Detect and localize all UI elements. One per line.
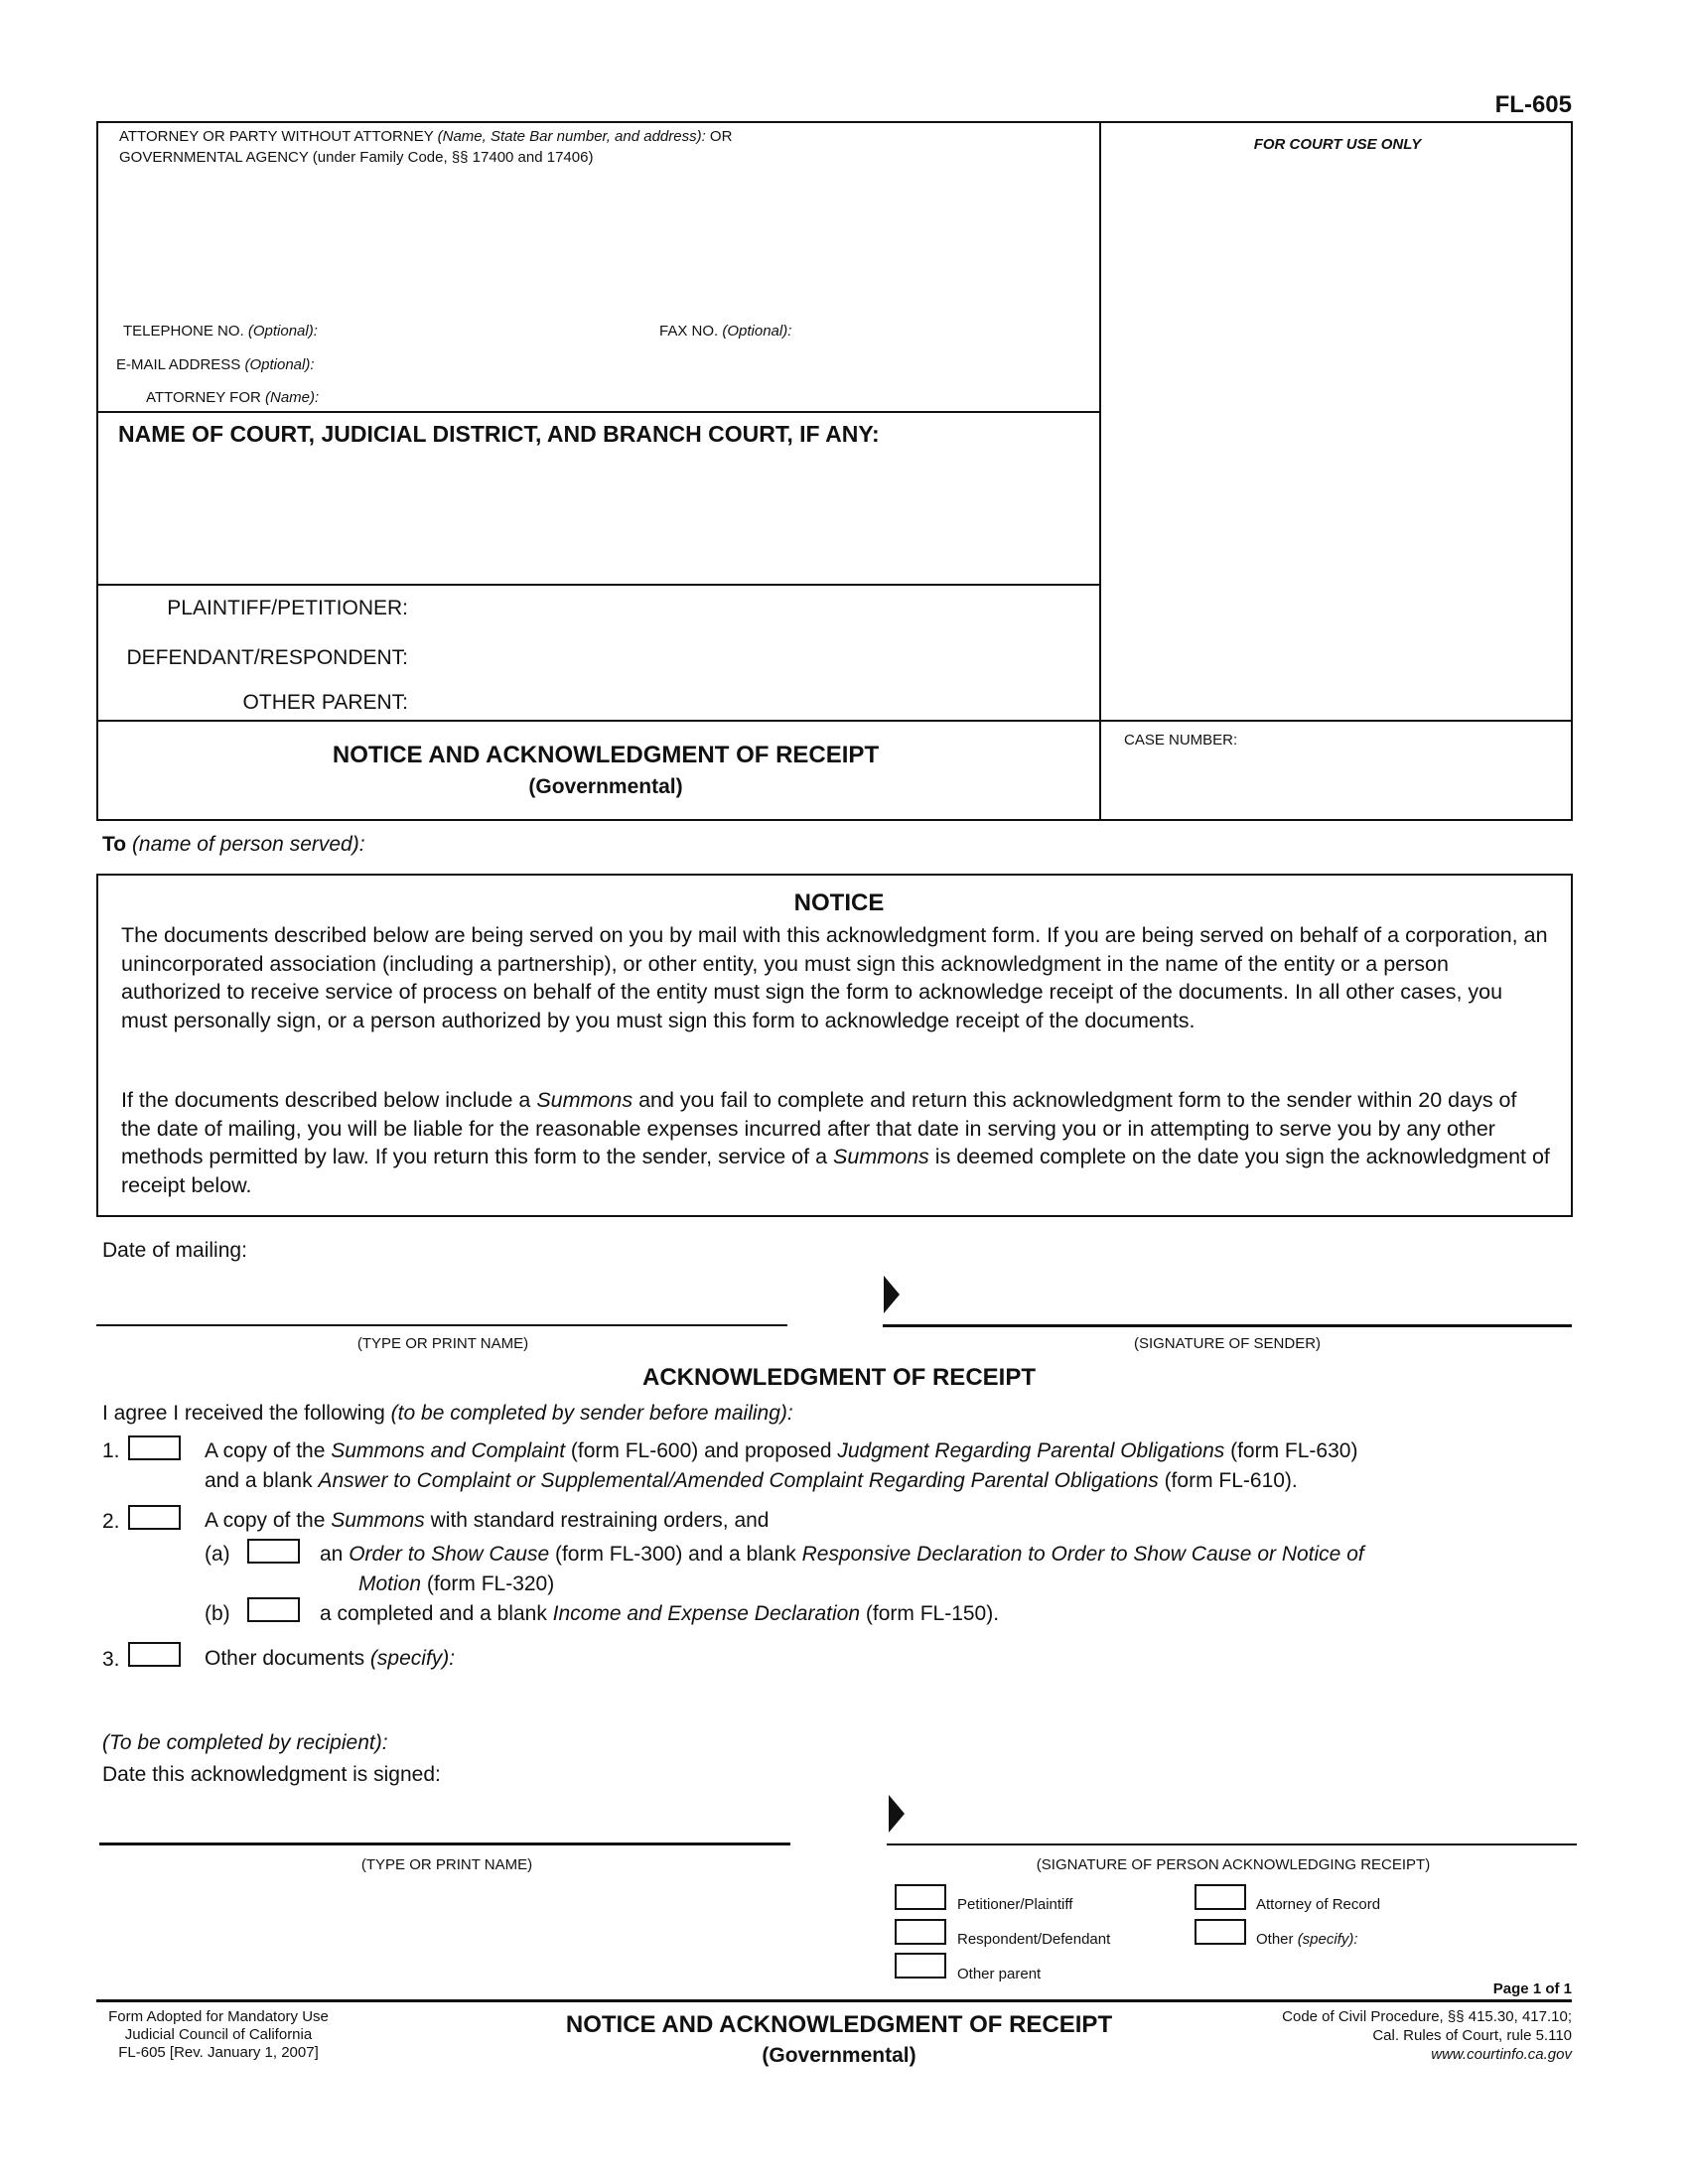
court-name-label: NAME OF COURT, JUDICIAL DISTRICT, AND BRANCH COURT, IF ANY: — [118, 421, 880, 447]
respondent-checkbox[interactable] — [895, 1919, 946, 1945]
petitioner-checkbox[interactable] — [895, 1884, 946, 1910]
footer-right-line: Cal. Rules of Court, rule 5.110 — [1372, 2027, 1572, 2044]
caption-box — [96, 121, 1573, 821]
recipient-note: (To be completed by recipient): — [102, 1731, 388, 1754]
sender-signature-caption: (SIGNATURE OF SENDER) — [1133, 1335, 1322, 1352]
item-2a-text: an Order to Show Cause (form FL-300) and a blank Responsive Declaration to Order to Show Cause or Notice of — [320, 1543, 1364, 1566]
item-2b-checkbox[interactable] — [247, 1597, 300, 1622]
item-1-number: 1. — [102, 1439, 120, 1462]
telephone-field[interactable]: TELEPHONE NO. (Optional): — [123, 323, 318, 340]
recipient-name-line[interactable] — [99, 1843, 790, 1845]
other-parent-checkbox[interactable] — [895, 1953, 946, 1979]
other-role-checkbox[interactable] — [1195, 1919, 1246, 1945]
attorney-label: Attorney of Record — [1256, 1896, 1381, 1913]
divider — [96, 720, 1572, 722]
defendant-label: DEFENDANT/RESPONDENT: — [126, 646, 408, 669]
signature-arrow-icon — [884, 1276, 900, 1313]
item-2a-text-line-2: Motion (form FL-320) — [358, 1572, 555, 1595]
item-3-text: Other documents (specify): — [205, 1647, 456, 1670]
divider — [1099, 121, 1101, 820]
item-2b-label: (b) — [205, 1602, 230, 1625]
item-2a-checkbox[interactable] — [247, 1539, 300, 1564]
footer-left-line: Judicial Council of California — [124, 2026, 313, 2043]
footer-left-line: FL-605 [Rev. January 1, 2007] — [118, 2044, 319, 2061]
divider — [96, 411, 1100, 413]
attorney-checkbox[interactable] — [1195, 1884, 1246, 1910]
sender-signature-line[interactable] — [883, 1324, 1572, 1327]
footer-subtitle: (Governmental) — [762, 2044, 916, 2067]
date-of-mailing-label: Date of mailing: — [102, 1239, 247, 1262]
to-label: To (name of person served): — [102, 833, 365, 856]
respondent-label: Respondent/Defendant — [957, 1931, 1111, 1948]
notice-heading: NOTICE — [793, 889, 885, 916]
other-parent-role-label: Other parent — [957, 1966, 1042, 1982]
item-3-checkbox[interactable] — [128, 1642, 181, 1667]
item-1-checkbox[interactable] — [128, 1435, 181, 1460]
item-2-checkbox[interactable] — [128, 1505, 181, 1530]
form-subtitle: (Governmental) — [528, 775, 683, 798]
notice-paragraph-1: The documents described below are being served on you by mail with this acknowledgment form. If you are being served on behalf of a corporation, an unincorporated association (including a partnership), or other entity, you must sign this acknowledgment in the name of the entity or a person authorized to receive service of process on behalf of the entity must sign the form to acknowledge receipt of the documents. In all other cases, you must personally sign, or a person authorized by you must sign this form to acknowledge receipt of the documents. — [121, 923, 1548, 1032]
petitioner-label: Petitioner/Plaintiff — [957, 1896, 1073, 1913]
footer-left-line: Form Adopted for Mandatory Use — [108, 2008, 329, 2025]
item-2-number: 2. — [102, 1510, 120, 1533]
item-2b-text: a completed and a blank Income and Expense Declaration (form FL-150). — [320, 1602, 1000, 1625]
date-signed-label: Date this acknowledgment is signed: — [102, 1763, 441, 1786]
other-role-label: Other (specify): — [1256, 1931, 1358, 1948]
sender-name-line[interactable] — [96, 1324, 787, 1326]
notice-paragraph-2: If the documents described below include a Summons and you fail to complete and return this acknowledgment form to the sender within 20 days of the date of mailing, you will be liable for the reasonable expenses incurred after that date in serving you or in attempting to serve you by any other methods permitted by law. If you return this form to the sender, service of a Summons is deemed complete on the date you sign the acknowledgment of receipt below. — [121, 1088, 1550, 1197]
ack-heading: ACKNOWLEDGMENT OF RECEIPT — [642, 1364, 1036, 1391]
agency-label: GOVERNMENTAL AGENCY (under Family Code, §§ 17400 and 17406) — [119, 149, 594, 166]
court-use-label: FOR COURT USE ONLY — [1253, 136, 1422, 153]
plaintiff-label: PLAINTIFF/PETITIONER: — [167, 597, 408, 619]
recipient-name-caption: (TYPE OR PRINT NAME) — [360, 1856, 533, 1873]
form-title: NOTICE AND ACKNOWLEDGMENT OF RECEIPT — [332, 742, 880, 768]
item-2a-label: (a) — [205, 1543, 230, 1566]
form-number: FL-605 — [1494, 91, 1572, 118]
divider — [96, 584, 1100, 586]
footer-title: NOTICE AND ACKNOWLEDGMENT OF RECEIPT — [565, 2011, 1113, 2038]
attorney-for-field[interactable]: ATTORNEY FOR (Name): — [146, 389, 320, 406]
page-number: Page 1 of 1 — [1492, 1980, 1572, 1997]
email-field[interactable]: E-MAIL ADDRESS (Optional): — [116, 356, 315, 373]
case-number-label: CASE NUMBER: — [1124, 732, 1238, 749]
attorney-label: ATTORNEY OR PARTY WITHOUT ATTORNEY (Name, State Bar number, and address): OR — [119, 128, 733, 145]
item-1-text-line-2: and a blank Answer to Complaint or Supplemental/Amended Complaint Regarding Parental Obligations (form FL-610). — [205, 1469, 1298, 1492]
recipient-signature-caption: (SIGNATURE OF PERSON ACKNOWLEDGING RECEIPT) — [1036, 1856, 1431, 1873]
footer-right-line: Code of Civil Procedure, §§ 415.30, 417.10; — [1282, 2008, 1572, 2025]
other-parent-label: OTHER PARENT: — [242, 691, 408, 714]
ack-intro: I agree I received the following (to be completed by sender before mailing): — [102, 1402, 793, 1425]
footer-website-link[interactable]: www.courtinfo.ca.gov — [1431, 2046, 1572, 2063]
signature-arrow-icon — [889, 1795, 905, 1833]
item-1-text: A copy of the Summons and Complaint (form FL-600) and proposed Judgment Regarding Parental Obligations (form FL-630) — [205, 1439, 1358, 1462]
fax-field[interactable]: FAX NO. (Optional): — [659, 323, 792, 340]
footer-divider — [96, 1999, 1572, 2002]
item-2-text: A copy of the Summons with standard restraining orders, and — [205, 1509, 770, 1532]
recipient-signature-line[interactable] — [887, 1843, 1577, 1845]
item-3-number: 3. — [102, 1648, 120, 1671]
type-name-caption: (TYPE OR PRINT NAME) — [356, 1335, 529, 1352]
